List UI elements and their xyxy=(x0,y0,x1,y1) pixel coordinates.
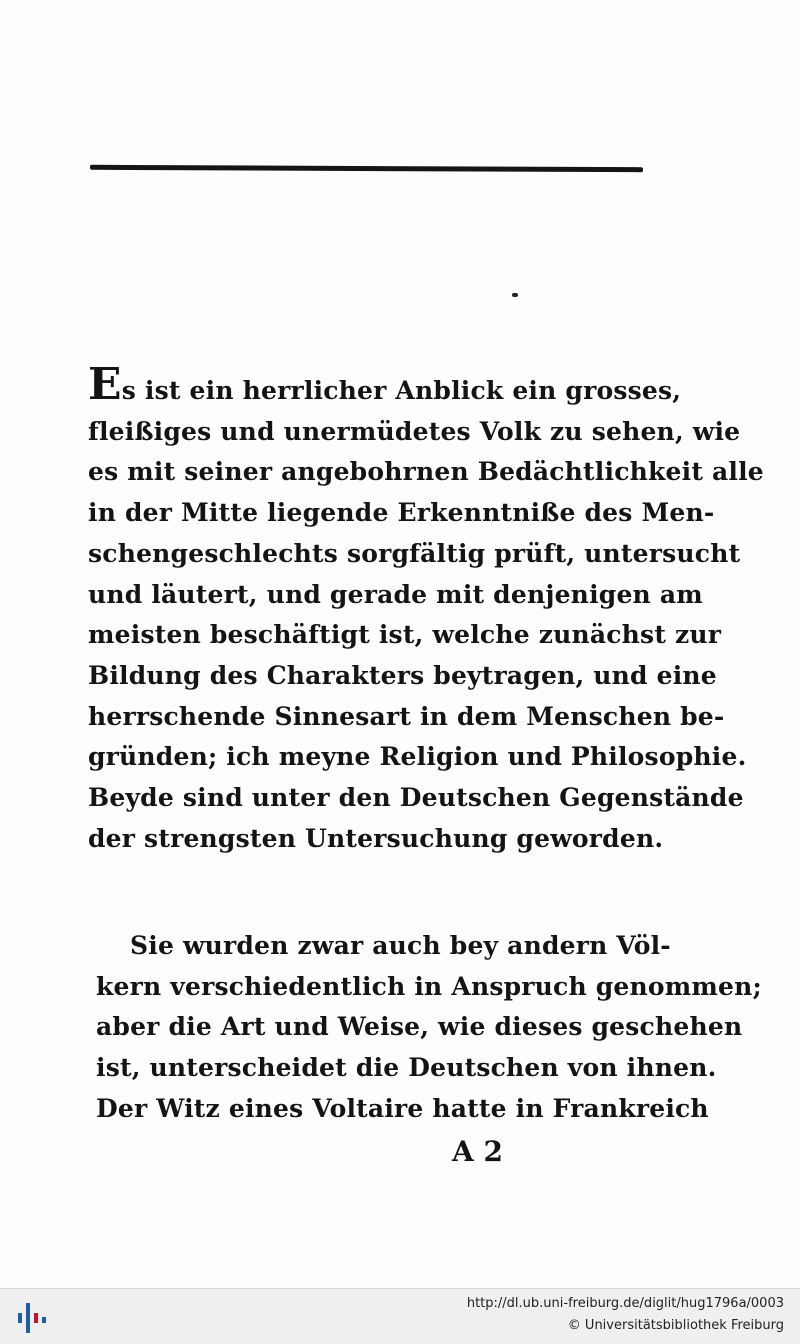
text-line: herrschende Sinnesart in dem Menschen be- xyxy=(88,701,725,731)
header-rule xyxy=(90,165,643,172)
text-line: Sie wurden zwar auch bey andern Völ- xyxy=(130,931,671,960)
text-line: aber die Art und Weise, wie dieses geschehen xyxy=(96,1012,743,1042)
permalink-url[interactable]: http://dl.ub.uni-freiburg.de/diglit/hug1796a/0003 xyxy=(466,1296,784,1311)
text-line: meisten beschäftigt ist, welche zunächst zur xyxy=(88,620,722,650)
viewer-footer xyxy=(0,1288,800,1344)
text-line: Der Witz eines Voltaire hatte in Frankreich xyxy=(96,1093,709,1123)
text-line: Beyde sind unter den Deutschen Gegenstände xyxy=(88,783,744,813)
ink-speck xyxy=(512,293,518,297)
paragraph-1 xyxy=(88,359,764,859)
paragraph-2 xyxy=(96,926,762,1130)
text-line: es mit seiner angebohrnen Bedächtlichkeit alle xyxy=(88,457,764,487)
text-line: gründen; ich meyne Religion und Philosophie. xyxy=(88,742,747,772)
copyright-notice: © Universitätsbibliothek Freiburg xyxy=(567,1318,784,1333)
text-line: schengeschlechts sorgfältig prüft, untersucht xyxy=(88,538,741,568)
signature-mark: A 2 xyxy=(452,1135,503,1168)
text-line: ist, unterscheidet die Deutschen von ihnen. xyxy=(96,1053,717,1083)
text-line: Bildung des Charakters beytragen, und eine xyxy=(88,660,717,690)
text-line: kern verschiedentlich in Anspruch genommen; xyxy=(96,971,762,1001)
ub-freiburg-logo-icon[interactable] xyxy=(16,1299,50,1335)
text-line: Es ist ein herrlicher Anblick ein grosses, xyxy=(88,359,682,410)
text-line: fleißiges und unermüdetes Volk zu sehen, wie xyxy=(88,416,741,446)
text-line: und läutert, und gerade mit denjenigen am xyxy=(88,579,703,609)
text-line: in der Mitte liegende Erkenntniße des Men- xyxy=(88,498,715,528)
text-line: der strengsten Untersuchung geworden. xyxy=(88,823,664,853)
